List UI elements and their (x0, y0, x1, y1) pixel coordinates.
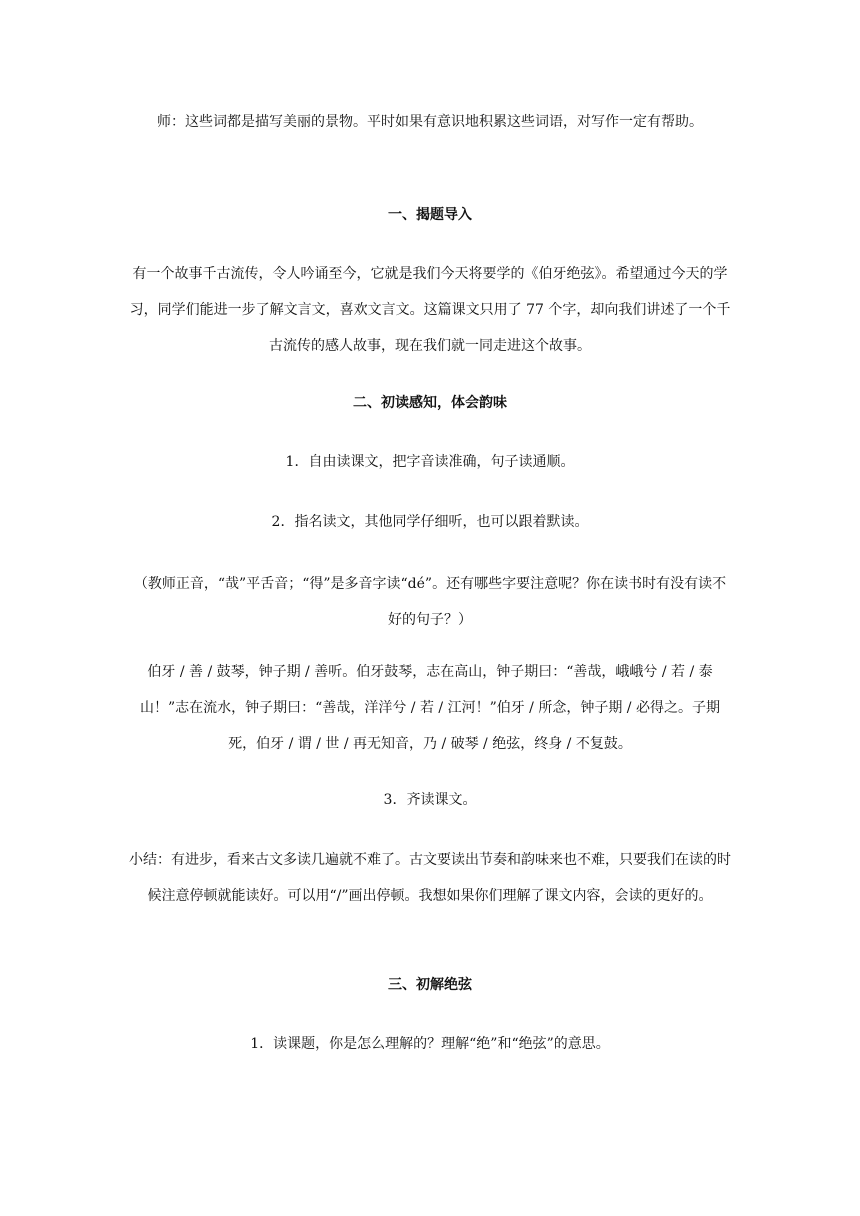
paragraph-summary: 小结：有进步，看来古文多读几遍就不难了。古文要读出节奏和韵味来也不难，只要我们在读的时候注意停顿就能读好。可以用“/”画出停顿。我想如果你们理解了课文内容，会读的更好的。 (129, 852, 731, 904)
paragraph-teacher-note: 师：这些词都是描写美丽的景物。平时如果有意识地积累这些词语，对写作一定有帮助。 (157, 114, 703, 130)
paragraph-pronunciation-note: （教师正音，“哉”平舌音；“得”是多音字读“dé”。还有哪些字要注意呢？你在读书时有没有读不好的句子？） (133, 576, 727, 628)
paragraph-step-2: 2．指名读文，其他同学仔细听，也可以跟着默读。 (271, 514, 589, 530)
section-heading-3: 三、初解绝弦 (388, 977, 472, 993)
paragraph-step-3: 3．齐读课文。 (383, 792, 477, 808)
section-heading-1: 一、揭题导入 (388, 207, 472, 223)
paragraph-title-reading: 1．读课题，你是怎么理解的？理解“绝”和“绝弦”的意思。 (250, 1036, 610, 1052)
section-heading-2: 二、初读感知，体会韵味 (353, 395, 507, 411)
paragraph-step-1: 1．自由读课文，把字音读准确，句子读通顺。 (285, 454, 575, 470)
paragraph-introduction: 有一个故事千古流传，令人吟诵至今，它就是我们今天将要学的《伯牙绝弦》。希望通过今天的学习，同学们能进一步了解文言文，喜欢文言文。这篇课文只用了 77 个字，却向我们讲述了一个千古流传的感人故事，现在我们就一同走进这个故事。 (129, 266, 731, 354)
paragraph-classical-text: 伯牙 / 善 / 鼓琴，钟子期 / 善听。伯牙鼓琴，志在高山，钟子期曰：“善哉，峨峨兮 / 若 / 泰山！”志在流水，钟子期曰：“善哉，洋洋兮 / 若 / 江河！”伯牙 / 所念，钟子期 / 必得之。子期死，伯牙 / 谓 / 世 / 再无知音，乃 / 破琴 / 绝弦，终身 / 不复鼓。 (140, 664, 720, 752)
